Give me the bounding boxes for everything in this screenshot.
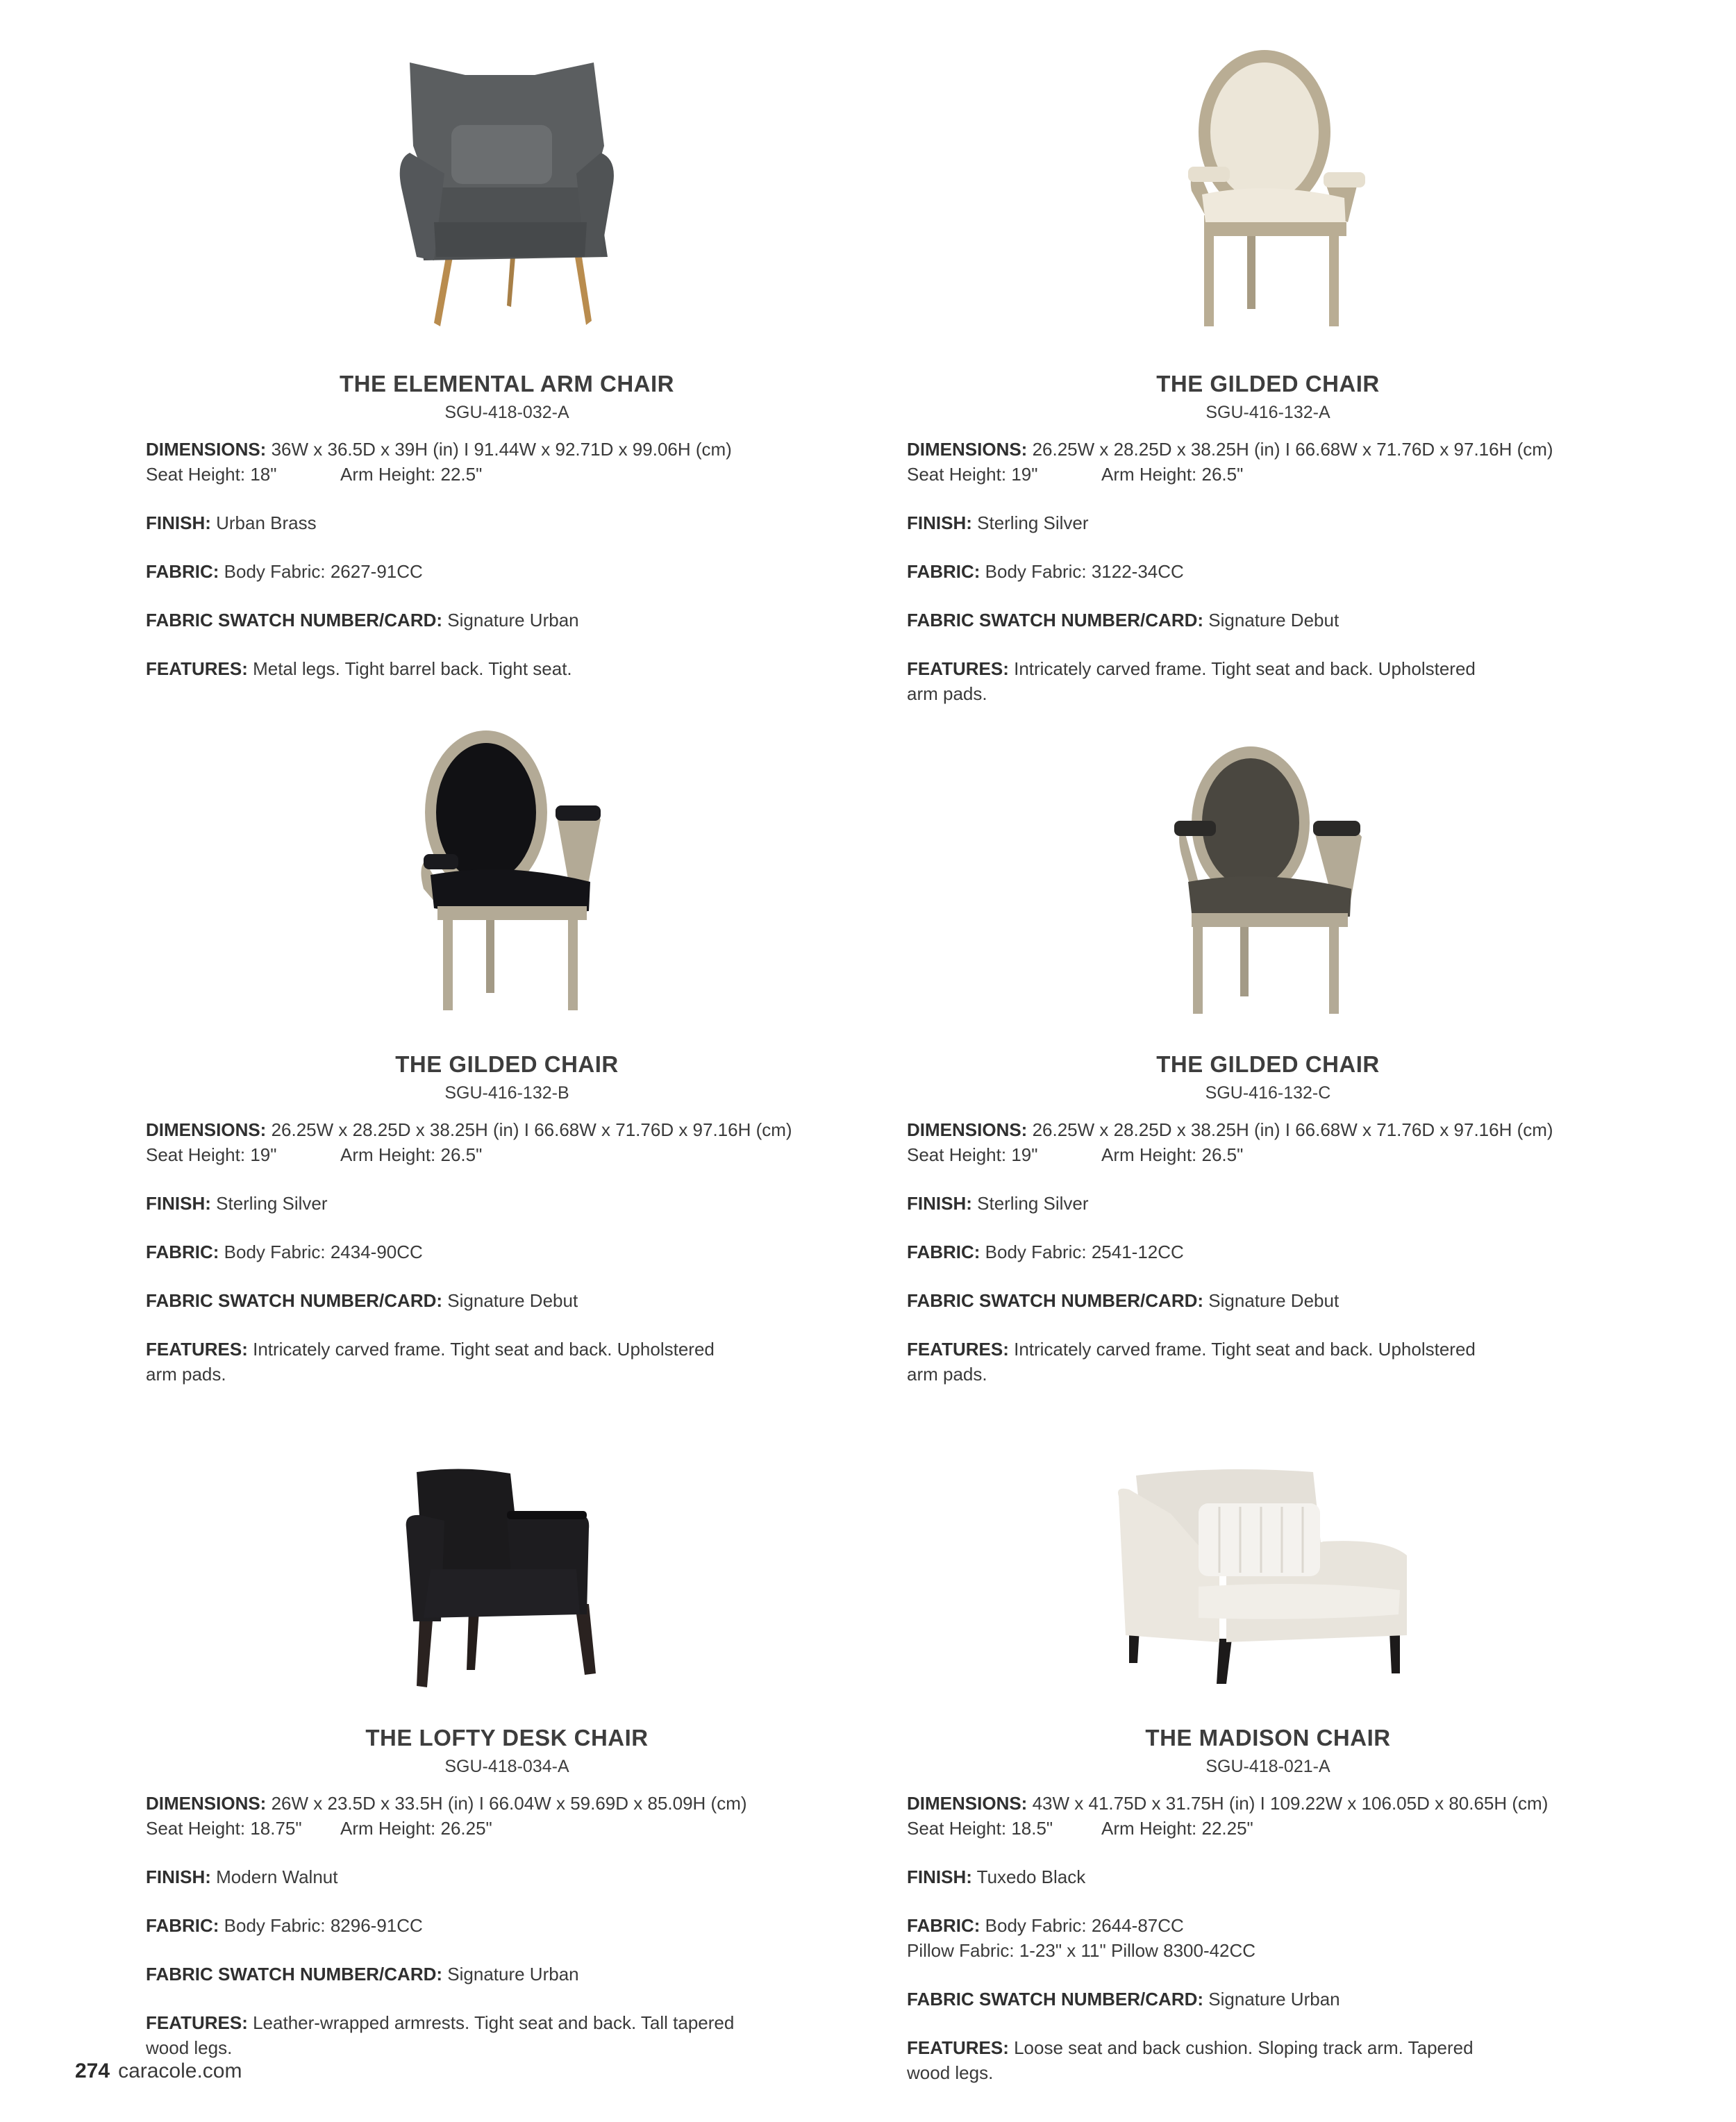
- finish-value: Tuxedo Black: [976, 1866, 1086, 1887]
- features-value-cont: arm pads.: [146, 1364, 226, 1385]
- fabric-value: Body Fabric: 3122-34CC: [985, 561, 1184, 582]
- product-title: THE GILDED CHAIR: [1156, 1051, 1380, 1077]
- dimensions-label: DIMENSIONS:: [907, 1119, 1028, 1140]
- swatch-line: [146, 1962, 868, 1987]
- desk-chair-black-image: [403, 1465, 611, 1694]
- product-sku: SGU-416-132-C: [1205, 1083, 1331, 1103]
- product-photo: [146, 722, 868, 1021]
- features-value: Intricately carved frame. Tight seat and back. Upholstered: [1014, 1339, 1476, 1360]
- features-line: [907, 2035, 1629, 2085]
- product-card-lofty-desk-chair: [146, 1396, 868, 2060]
- swatch-label: FABRIC SWATCH NUMBER/CARD:: [146, 1290, 443, 1311]
- dimensions-value: 26.25W x 28.25D x 38.25H (in) I 66.68W x 71.76D x 97.16H (cm): [1032, 1119, 1553, 1140]
- fabric-line: [146, 1913, 868, 1938]
- fabric-line: [907, 1913, 1629, 1938]
- fabric-label: FABRIC:: [146, 1242, 219, 1262]
- product-photo: [907, 722, 1629, 1021]
- arm-height: Arm Height: 26.5": [1101, 1144, 1244, 1165]
- finish-label: FINISH:: [146, 1866, 211, 1887]
- swatch-value: Signature Urban: [1208, 1989, 1340, 2010]
- swatch-line: [907, 608, 1629, 633]
- features-label: FEATURES:: [907, 2037, 1009, 2058]
- arm-height: Arm Height: 26.25": [340, 1818, 492, 1839]
- finish-line: [907, 510, 1629, 535]
- features-value-cont: arm pads.: [907, 683, 987, 704]
- swatch-value: Signature Debut: [1208, 610, 1339, 630]
- product-title: THE ELEMENTAL ARM CHAIR: [339, 371, 675, 396]
- features-value: Leather-wrapped armrests. Tight seat and back. Tall tapered: [253, 2012, 735, 2033]
- features-label: FEATURES:: [146, 2012, 248, 2033]
- seat-height: Seat Height: 18.75": [146, 1818, 302, 1839]
- features-value: Metal legs. Tight barrel back. Tight seat.: [253, 658, 572, 679]
- product-sku: SGU-416-132-B: [444, 1083, 569, 1103]
- website-link[interactable]: caracole.com: [118, 2060, 242, 2082]
- product-sku: SGU-418-032-A: [444, 403, 569, 422]
- finish-value: Sterling Silver: [216, 1193, 328, 1214]
- fabric-label: FABRIC:: [907, 561, 980, 582]
- product-card-madison-chair: [907, 1396, 1629, 2085]
- dimensions-label: DIMENSIONS:: [146, 1793, 267, 1814]
- product-title: THE LOFTY DESK CHAIR: [365, 1725, 649, 1751]
- features-label: FEATURES:: [907, 658, 1009, 679]
- swatch-label: FABRIC SWATCH NUMBER/CARD:: [907, 610, 1204, 630]
- swatch-label: FABRIC SWATCH NUMBER/CARD:: [146, 610, 443, 630]
- dimensions-block: [907, 437, 1629, 487]
- fabric-label: FABRIC:: [146, 1915, 219, 1936]
- features-line: [146, 2010, 868, 2060]
- finish-label: FINISH:: [907, 512, 972, 533]
- features-value-cont: wood legs.: [907, 2062, 994, 2083]
- fabric-value: Body Fabric: 2627-91CC: [224, 561, 423, 582]
- seat-height: Seat Height: 18.5": [907, 1818, 1053, 1839]
- product-photo: [146, 42, 868, 340]
- fabric-line: [907, 1239, 1629, 1264]
- dimensions-block: [907, 1791, 1629, 1841]
- features-label: FEATURES:: [907, 1339, 1009, 1360]
- dimensions-label: DIMENSIONS:: [146, 1119, 267, 1140]
- features-value: Intricately carved frame. Tight seat and back. Upholstered: [1014, 658, 1476, 679]
- finish-label: FINISH:: [146, 512, 211, 533]
- gilded-chair-charcoal-image: [1150, 743, 1386, 1021]
- features-value-cont: arm pads.: [907, 1364, 987, 1385]
- product-card-elemental-arm-chair: [146, 42, 868, 681]
- finish-line: [907, 1864, 1629, 1889]
- dimensions-value: 26.25W x 28.25D x 38.25H (in) I 66.68W x 71.76D x 97.16H (cm): [1032, 439, 1553, 460]
- swatch-line: [146, 608, 868, 633]
- swatch-label: FABRIC SWATCH NUMBER/CARD:: [146, 1964, 443, 1985]
- fabric-line: [907, 559, 1629, 584]
- dimensions-label: DIMENSIONS:: [146, 439, 267, 460]
- finish-value: Sterling Silver: [977, 1193, 1089, 1214]
- fabric-label: FABRIC:: [907, 1915, 980, 1936]
- arm-height: Arm Height: 22.5": [340, 464, 483, 485]
- dimensions-value: 26.25W x 28.25D x 38.25H (in) I 66.68W x 71.76D x 97.16H (cm): [271, 1119, 792, 1140]
- swatch-line: [907, 1987, 1629, 2012]
- finish-label: FINISH:: [907, 1866, 972, 1887]
- swatch-label: FABRIC SWATCH NUMBER/CARD:: [907, 1989, 1204, 2010]
- swatch-line: [907, 1288, 1629, 1313]
- swatch-value: Signature Debut: [1208, 1290, 1339, 1311]
- product-title: THE GILDED CHAIR: [1156, 371, 1380, 396]
- features-line: [907, 656, 1629, 706]
- features-value-cont: wood legs.: [146, 2037, 233, 2058]
- swatch-value: Signature Debut: [447, 1290, 578, 1311]
- arm-height: Arm Height: 22.25": [1101, 1818, 1253, 1839]
- features-label: FEATURES:: [146, 1339, 248, 1360]
- dimensions-block: [907, 1117, 1629, 1167]
- product-card-gilded-chair-b: [146, 722, 868, 1387]
- dimensions-value: 36W x 36.5D x 39H (in) I 91.44W x 92.71D x 99.06H (cm): [271, 439, 732, 460]
- product-sku: SGU-416-132-A: [1205, 403, 1330, 422]
- finish-line: [907, 1191, 1629, 1216]
- product-title: THE MADISON CHAIR: [1145, 1725, 1391, 1751]
- finish-line: [146, 1191, 868, 1216]
- wingback-armchair-grey-image: [368, 49, 646, 340]
- swatch-value: Signature Urban: [447, 1964, 579, 1985]
- dimensions-value: 43W x 41.75D x 31.75H (in) I 109.22W x 106.05D x 80.65H (cm): [1032, 1793, 1549, 1814]
- finish-value: Modern Walnut: [216, 1866, 338, 1887]
- dimensions-block: [146, 1117, 868, 1167]
- finish-label: FINISH:: [146, 1193, 211, 1214]
- product-title: THE GILDED CHAIR: [395, 1051, 619, 1077]
- fabric-label: FABRIC:: [907, 1242, 980, 1262]
- page-number: 274: [75, 2060, 110, 2082]
- fabric-value: Body Fabric: 2434-90CC: [224, 1242, 423, 1262]
- dimensions-block: [146, 437, 868, 487]
- finish-line: [146, 1864, 868, 1889]
- page-footer: [75, 2060, 242, 2083]
- finish-label: FINISH:: [907, 1193, 972, 1214]
- product-photo: [146, 1396, 868, 1694]
- seat-height: Seat Height: 19": [907, 464, 1038, 485]
- seat-height: Seat Height: 19": [907, 1144, 1038, 1165]
- features-value: Loose seat and back cushion. Sloping track arm. Tapered: [1014, 2037, 1474, 2058]
- product-card-gilded-chair-c: [907, 722, 1629, 1387]
- features-line: [907, 1337, 1629, 1387]
- swatch-value: Signature Urban: [447, 610, 579, 630]
- features-line: [146, 656, 868, 681]
- arm-height: Arm Height: 26.5": [340, 1144, 483, 1165]
- fabric-value: Body Fabric: 2644-87CC: [985, 1915, 1184, 1936]
- dimensions-label: DIMENSIONS:: [907, 439, 1028, 460]
- seat-height: Seat Height: 18": [146, 464, 277, 485]
- fabric-line: [146, 1239, 868, 1264]
- pillow-fabric-line: Pillow Fabric: 1-23" x 11" Pillow 8300-42CC: [907, 1940, 1256, 1961]
- product-photo: [907, 42, 1629, 340]
- fabric-value: Body Fabric: 8296-91CC: [224, 1915, 423, 1936]
- finish-line: [146, 510, 868, 535]
- swatch-line: [146, 1288, 868, 1313]
- swatch-label: FABRIC SWATCH NUMBER/CARD:: [907, 1290, 1204, 1311]
- product-photo: [907, 1396, 1629, 1694]
- fabric-label: FABRIC:: [146, 561, 219, 582]
- finish-value: Sterling Silver: [977, 512, 1089, 533]
- features-line: [146, 1337, 868, 1387]
- product-sku: SGU-418-034-A: [444, 1757, 569, 1776]
- features-value: Intricately carved frame. Tight seat and back. Upholstered: [253, 1339, 715, 1360]
- dimensions-value: 26W x 23.5D x 33.5H (in) I 66.04W x 59.69D x 85.09H (cm): [271, 1793, 747, 1814]
- product-card-gilded-chair-a: [907, 42, 1629, 706]
- dimensions-block: [146, 1791, 868, 1841]
- gilded-chair-black-image: [382, 729, 632, 1021]
- dimensions-label: DIMENSIONS:: [907, 1793, 1028, 1814]
- fabric-line: [146, 559, 868, 584]
- fabric-value: Body Fabric: 2541-12CC: [985, 1242, 1184, 1262]
- gilded-chair-cream-image: [1150, 49, 1386, 340]
- features-label: FEATURES:: [146, 658, 248, 679]
- arm-height: Arm Height: 26.5": [1101, 464, 1244, 485]
- seat-height: Seat Height: 19": [146, 1144, 277, 1165]
- club-chair-ivory-image: [1115, 1465, 1421, 1694]
- finish-value: Urban Brass: [216, 512, 317, 533]
- product-sku: SGU-418-021-A: [1205, 1757, 1330, 1776]
